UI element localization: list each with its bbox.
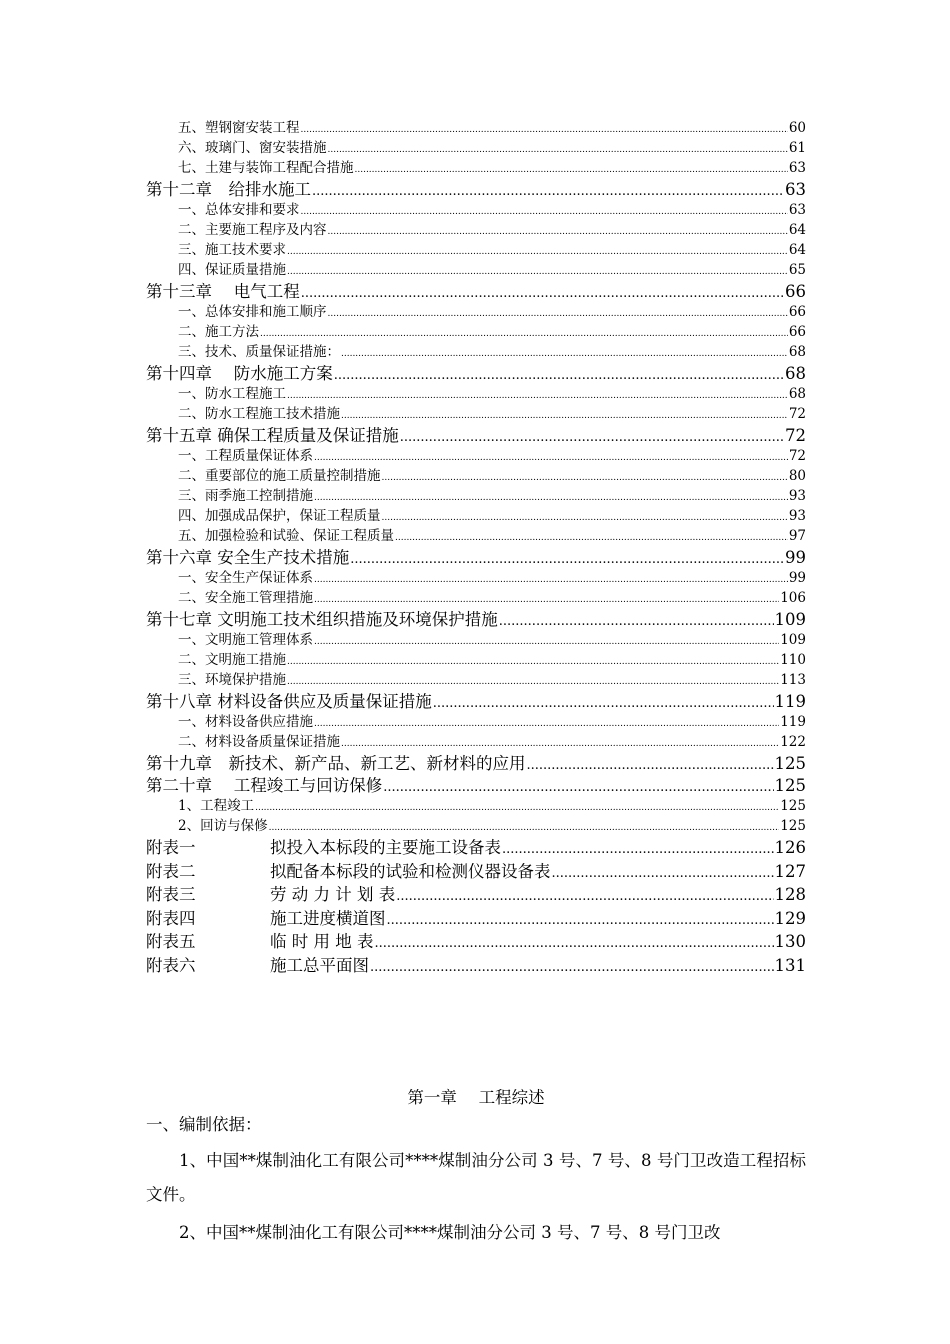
- toc-section-entry[interactable]: [146, 484, 806, 504]
- toc-entry-title: 1、工程竣工: [178, 798, 255, 814]
- toc-entry-title: 二、安全施工管理措施: [178, 590, 313, 606]
- toc-page-number: 66: [788, 304, 806, 320]
- toc-entry-title: 三、技术、质量保证措施：: [178, 344, 340, 360]
- toc-entry-title: 五、塑钢窗安装工程: [178, 120, 300, 136]
- toc-entry-title: 施工进度横道图: [270, 908, 386, 928]
- toc-section-entry[interactable]: [146, 794, 806, 814]
- toc-section-entry[interactable]: [146, 464, 806, 484]
- toc-entry-title: 五、加强检验和试验、保证工程质量: [178, 528, 394, 544]
- toc-entry-title: 第十八章 材料设备供应及质量保证措施: [146, 692, 432, 711]
- toc-page-number: 106: [780, 590, 806, 606]
- toc-appendix-label: 附表四: [146, 908, 196, 928]
- toc-dot-leader: [312, 184, 784, 199]
- toc-page-number: 130: [774, 932, 806, 951]
- toc-entry-title: 2、回访与保修: [178, 818, 268, 834]
- toc-entry-title: 三、施工技术要求: [178, 242, 286, 258]
- toc-section-entry[interactable]: [146, 156, 806, 176]
- toc-dot-leader: [287, 391, 788, 401]
- toc-page-number: 93: [788, 488, 806, 504]
- toc-dot-leader: [396, 889, 773, 904]
- toc-page-number: 128: [774, 885, 806, 904]
- toc-dot-leader: [269, 823, 780, 833]
- toc-chapter-entry[interactable]: [146, 360, 806, 382]
- toc-page-number: 93: [788, 508, 806, 524]
- toc-page-number: 68: [785, 364, 806, 383]
- toc-section-entry[interactable]: [146, 258, 806, 278]
- toc-dot-leader: [314, 637, 779, 647]
- toc-dot-leader: [341, 411, 788, 421]
- toc-dot-leader: [387, 913, 774, 928]
- toc-chapter-entry[interactable]: [146, 688, 806, 710]
- toc-dot-leader: [395, 533, 788, 543]
- toc-dot-leader: [383, 780, 773, 795]
- toc-section-entry[interactable]: [146, 444, 806, 464]
- toc-dot-leader: [287, 267, 788, 277]
- chapter-heading: 第一章 工程综述: [407, 1088, 545, 1107]
- toc-section-entry[interactable]: [146, 648, 806, 668]
- toc-dot-leader: [382, 473, 788, 483]
- toc-entry-title: 第二十章 工程竣工与回访保修: [146, 776, 383, 795]
- toc-entry-title: 一、安全生产保证体系: [178, 570, 313, 586]
- toc-appendix-entry[interactable]: [146, 928, 806, 952]
- toc-dot-leader: [328, 227, 788, 237]
- toc-dot-leader: [382, 513, 788, 523]
- toc-entry-title: 二、重要部位的施工质量控制措施: [178, 468, 381, 484]
- toc-entry-title: 二、主要施工程序及内容: [178, 222, 327, 238]
- toc-appendix-label: 附表六: [146, 955, 196, 975]
- toc-entry-title: 一、防水工程施工: [178, 386, 286, 402]
- toc-section-entry[interactable]: [146, 402, 806, 422]
- toc-dot-leader: [350, 552, 784, 567]
- toc-chapter-entry[interactable]: [146, 278, 806, 300]
- toc-entry-title: 七、土建与装饰工程配合措施: [178, 160, 354, 176]
- toc-page-number: 68: [788, 386, 806, 402]
- toc-entry-title: 一、材料设备供应措施: [178, 714, 313, 730]
- toc-page-number: 72: [785, 426, 806, 445]
- chapter-one: [146, 1086, 806, 1250]
- toc-page-number: 63: [788, 202, 806, 218]
- toc-dot-leader: [334, 368, 784, 383]
- toc-dot-leader: [301, 207, 788, 217]
- toc-section-entry[interactable]: [146, 628, 806, 648]
- toc-entry-title: 二、施工方法: [178, 324, 259, 340]
- toc-page-number: 125: [780, 818, 806, 834]
- toc-dot-leader: [301, 125, 788, 135]
- toc-section-entry[interactable]: [146, 218, 806, 238]
- toc-page-number: 64: [788, 222, 806, 238]
- toc-section-entry[interactable]: [146, 198, 806, 218]
- toc-appendix-entry[interactable]: [146, 952, 806, 976]
- toc-section-entry[interactable]: [146, 300, 806, 320]
- toc-page-number: 65: [788, 262, 806, 278]
- toc-dot-leader: [314, 595, 779, 605]
- section-heading: 一、编制依据：: [146, 1115, 262, 1134]
- toc-page-number: 109: [774, 610, 806, 629]
- toc-section-entry[interactable]: [146, 320, 806, 340]
- toc-dot-leader: [287, 657, 779, 667]
- toc-dot-leader: [552, 866, 774, 881]
- toc-dot-leader: [527, 758, 774, 773]
- toc-page-number: 99: [785, 548, 806, 567]
- toc-entry-title: 第十六章 安全生产技术措施: [146, 548, 350, 567]
- toc-section-entry[interactable]: [146, 524, 806, 544]
- toc-appendix-entry[interactable]: [146, 834, 806, 858]
- toc-chapter-entry[interactable]: [146, 422, 806, 444]
- toc-dot-leader: [314, 453, 788, 463]
- toc-dot-leader: [328, 309, 788, 319]
- toc-entry-title: 一、总体安排和要求: [178, 202, 300, 218]
- toc-chapter-entry[interactable]: [146, 750, 806, 772]
- toc-page-number: 129: [774, 908, 806, 928]
- toc-page-number: 113: [780, 672, 806, 688]
- toc-page-number: 61: [788, 140, 806, 156]
- toc-entry-title: 施工总平面图: [270, 955, 369, 975]
- toc-page-number: 110: [780, 652, 806, 668]
- toc-section-entry[interactable]: [146, 730, 806, 750]
- toc-page-number: 97: [788, 528, 806, 544]
- toc-section-entry[interactable]: [146, 504, 806, 524]
- toc-page-number: 119: [780, 714, 806, 730]
- toc-entry-title: 拟投入本标段的主要施工设备表: [270, 838, 501, 857]
- toc-dot-leader: [287, 677, 779, 687]
- paragraph-1: 1、中国**煤制油化工有限公司****煤制油分公司 3 号、7 号、8 号门卫改造工程招标文件。: [146, 1151, 806, 1204]
- toc-page-number: 99: [788, 570, 806, 586]
- toc-appendix-entry[interactable]: [146, 881, 806, 905]
- toc-page-number: 68: [788, 344, 806, 360]
- toc-page-number: 63: [788, 160, 806, 176]
- toc-dot-leader: [400, 430, 784, 445]
- toc-page-number: 125: [774, 776, 806, 795]
- toc-chapter-entry[interactable]: [146, 176, 806, 198]
- toc-section-entry[interactable]: [146, 238, 806, 258]
- toc-entry-title: 第十四章 防水施工方案: [146, 364, 333, 383]
- toc-page-number: 119: [774, 692, 806, 711]
- toc-dot-leader: [314, 575, 788, 585]
- toc-page-number: 63: [785, 180, 806, 199]
- toc-page-number: 60: [788, 120, 806, 136]
- toc-chapter-entry[interactable]: [146, 606, 806, 628]
- toc-section-entry[interactable]: [146, 668, 806, 688]
- toc-section-entry[interactable]: [146, 566, 806, 586]
- toc-dot-leader: [314, 719, 779, 729]
- toc-page-number: 80: [788, 468, 806, 484]
- toc-page-number: 66: [785, 282, 806, 301]
- toc-entry-title: 拟配备本标段的试验和检测仪器设备表: [270, 861, 551, 881]
- toc-dot-leader: [499, 614, 774, 629]
- toc-entry-title: 六、玻璃门、窗安装措施: [178, 140, 327, 156]
- toc-dot-leader: [287, 247, 788, 257]
- toc-dot-leader: [374, 936, 773, 951]
- table-of-contents: [146, 116, 806, 975]
- toc-entry-title: 四、保证质量措施: [178, 262, 286, 278]
- toc-page-number: 72: [788, 406, 806, 422]
- toc-entry-title: 一、工程质量保证体系: [178, 448, 313, 464]
- toc-page-number: 72: [788, 448, 806, 464]
- toc-entry-title: 一、文明施工管理体系: [178, 632, 313, 648]
- toc-page-number: 122: [780, 734, 806, 750]
- toc-section-entry[interactable]: [146, 136, 806, 156]
- toc-entry-title: 第十五章 确保工程质量及保证措施: [146, 426, 399, 445]
- toc-page-number: 127: [774, 861, 806, 881]
- toc-dot-leader: [341, 349, 788, 359]
- toc-section-entry[interactable]: [146, 586, 806, 606]
- toc-entry-title: 二、材料设备质量保证措施: [178, 734, 340, 750]
- toc-entry-title: 四、加强成品保护，保证工程质量: [178, 508, 381, 524]
- toc-entry-title: 第十七章 文明施工技术组织措施及环境保护措施: [146, 610, 498, 629]
- toc-page-number: 131: [774, 955, 806, 975]
- toc-section-entry[interactable]: [146, 814, 806, 834]
- toc-dot-leader: [255, 803, 779, 813]
- toc-dot-leader: [433, 696, 774, 711]
- toc-page-number: 64: [788, 242, 806, 258]
- toc-entry-title: 一、总体安排和施工顺序: [178, 304, 327, 320]
- toc-page-number: 125: [780, 798, 806, 814]
- toc-chapter-entry[interactable]: [146, 772, 806, 794]
- toc-dot-leader: [370, 960, 774, 975]
- toc-entry-title: 二、防水工程施工技术措施: [178, 406, 340, 422]
- toc-dot-leader: [260, 329, 788, 339]
- toc-dot-leader: [355, 165, 788, 175]
- toc-entry-title: 三、环境保护措施: [178, 672, 286, 688]
- toc-entry-title: 第十三章 电气工程: [146, 282, 300, 301]
- toc-dot-leader: [301, 286, 784, 301]
- toc-entry-title: 三、雨季施工控制措施: [178, 488, 313, 504]
- toc-dot-leader: [341, 739, 779, 749]
- toc-page-number: 126: [774, 838, 806, 857]
- toc-dot-leader: [328, 145, 788, 155]
- toc-entry-title: 劳 动 力 计 划 表: [270, 885, 396, 904]
- toc-page-number: 109: [780, 632, 806, 648]
- toc-dot-leader: [502, 842, 774, 857]
- toc-appendix-label: 附表一: [146, 838, 196, 857]
- toc-entry-title: 第十九章 新技术、新产品、新工艺、新材料的应用: [146, 754, 526, 773]
- toc-section-entry[interactable]: [146, 340, 806, 360]
- toc-section-entry[interactable]: [146, 116, 806, 136]
- toc-chapter-entry[interactable]: [146, 544, 806, 566]
- paragraph-2: 2、中国**煤制油化工有限公司****煤制油分公司 3 号、7 号、8 号门卫改: [179, 1223, 721, 1242]
- toc-entry-title: 第十二章 给排水施工: [146, 180, 311, 199]
- toc-appendix-label: 附表三: [146, 885, 196, 904]
- toc-section-entry[interactable]: [146, 710, 806, 730]
- toc-page-number: 125: [774, 754, 806, 773]
- toc-appendix-entry[interactable]: [146, 858, 806, 882]
- toc-entry-title: 临 时 用 地 表: [270, 932, 374, 951]
- toc-page-number: 66: [788, 324, 806, 340]
- toc-appendix-label: 附表二: [146, 861, 196, 881]
- toc-entry-title: 二、文明施工措施: [178, 652, 286, 668]
- toc-appendix-label: 附表五: [146, 932, 196, 951]
- toc-dot-leader: [314, 493, 788, 503]
- toc-section-entry[interactable]: [146, 382, 806, 402]
- toc-appendix-entry[interactable]: [146, 905, 806, 929]
